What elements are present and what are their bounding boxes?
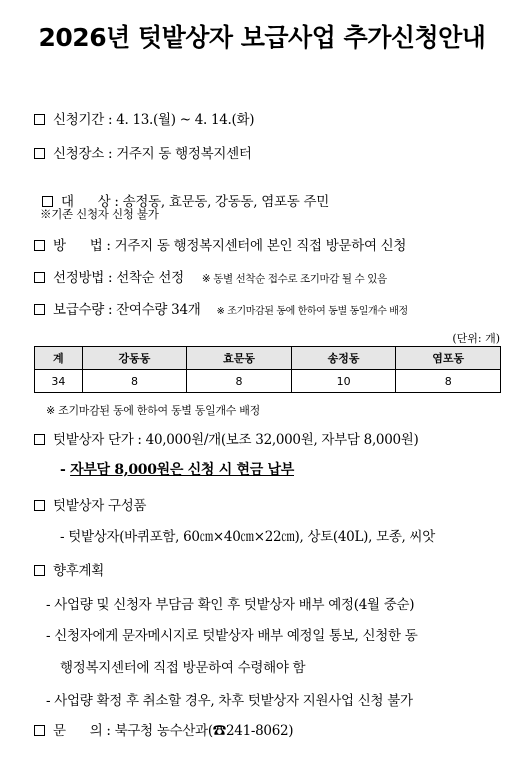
plan-line-1: - 사업량 및 신청자 부담금 확인 후 텃밭상자 배부 예정(4월 중순) (46, 597, 415, 613)
price-row (34, 428, 419, 448)
table-cell: 8 (187, 370, 292, 393)
contact-row (34, 719, 293, 739)
supply-text: 보급수량 : 잔여수량 34개 (53, 302, 201, 318)
place-row (34, 142, 252, 162)
table-note: ※ 조기마감된 동에 한하여 동별 동일개수 배정 (46, 404, 260, 417)
unit-label: (단위: 개) (452, 332, 500, 345)
selection-text: 선정방법 : 선착순 선정 (53, 270, 184, 286)
plan-line-2: - 신청자에게 문자메시지로 텃밭상자 배부 예정일 통보, 신청한 동 (46, 628, 418, 644)
supply-note: ※ 조기마감된 동에 한하여 동별 동일개수 배정 (216, 306, 408, 317)
checkbox-icon (34, 434, 45, 445)
checkbox-icon (34, 304, 45, 315)
checkbox-icon (34, 240, 45, 251)
target-note: ※기존 신청자 신청 불가 (40, 207, 159, 221)
period-row (34, 108, 254, 128)
selection-row (34, 266, 387, 286)
checkbox-icon (34, 500, 45, 511)
table-header-cell: 계 (35, 347, 83, 370)
plan-line-3: 행정복지센터에 직접 방문하여 수령해야 함 (60, 660, 306, 676)
components-detail: - 텃밭상자(바퀴포함, 60㎝×40㎝×22㎝), 상토(40L), 모종, 씨앗 (60, 529, 436, 545)
checkbox-icon (34, 114, 45, 125)
price-text: 텃밭상자 단가 : 40,000원/개(보조 32,000원, 자부담 8,000원) (53, 432, 419, 448)
plan-title: 향후계획 (53, 563, 104, 579)
checkbox-icon (34, 272, 45, 283)
table-cell: 8 (82, 370, 187, 393)
plan-line-4: - 사업량 확정 후 취소할 경우, 차후 텃밭상자 지원사업 신청 불가 (46, 693, 413, 709)
target-text: 대 상 : 송정동, 효문동, 강동동, 염포동 주민 (60, 194, 329, 210)
price-note-prefix: - (60, 462, 71, 478)
components-title: 텃밭상자 구성품 (53, 498, 147, 514)
place-text: 신청장소 : 거주지 동 행정복지센터 (53, 146, 252, 162)
contact-text: 문 의 : 북구청 농수산과(☎241-8062) (53, 723, 294, 739)
table-cell: 34 (35, 370, 83, 393)
table-cell: 10 (291, 370, 396, 393)
table-header-cell: 염포동 (396, 347, 501, 370)
table-cell: 8 (396, 370, 501, 393)
components-row (34, 494, 146, 514)
price-note (60, 459, 294, 479)
quantity-table (34, 346, 501, 393)
period-text: 신청기간 : 4. 13.(월) ~ 4. 14.(화) (53, 112, 255, 128)
table-header-cell: 송정동 (291, 347, 396, 370)
checkbox-icon (34, 148, 45, 159)
method-text: 방 법 : 거주지 동 행정복지센터에 본인 직접 방문하여 신청 (53, 238, 407, 254)
method-row (34, 234, 406, 254)
table-header-row (35, 347, 501, 370)
price-note-text: 자부담 8,000원은 신청 시 현금 납부 (70, 462, 294, 478)
checkbox-icon (34, 565, 45, 576)
supply-row (34, 298, 408, 318)
checkbox-icon (34, 725, 45, 736)
plan-row (34, 559, 104, 579)
table-header-cell: 강동동 (82, 347, 187, 370)
table-row (35, 370, 501, 393)
selection-note: ※ 동별 선착순 접수로 조기마감 될 수 있음 (201, 273, 387, 285)
page-title: 2026년 텃밭상자 보급사업 추가신청안내 (38, 23, 486, 52)
table-header-cell: 효문동 (187, 347, 292, 370)
target-row (34, 174, 329, 210)
